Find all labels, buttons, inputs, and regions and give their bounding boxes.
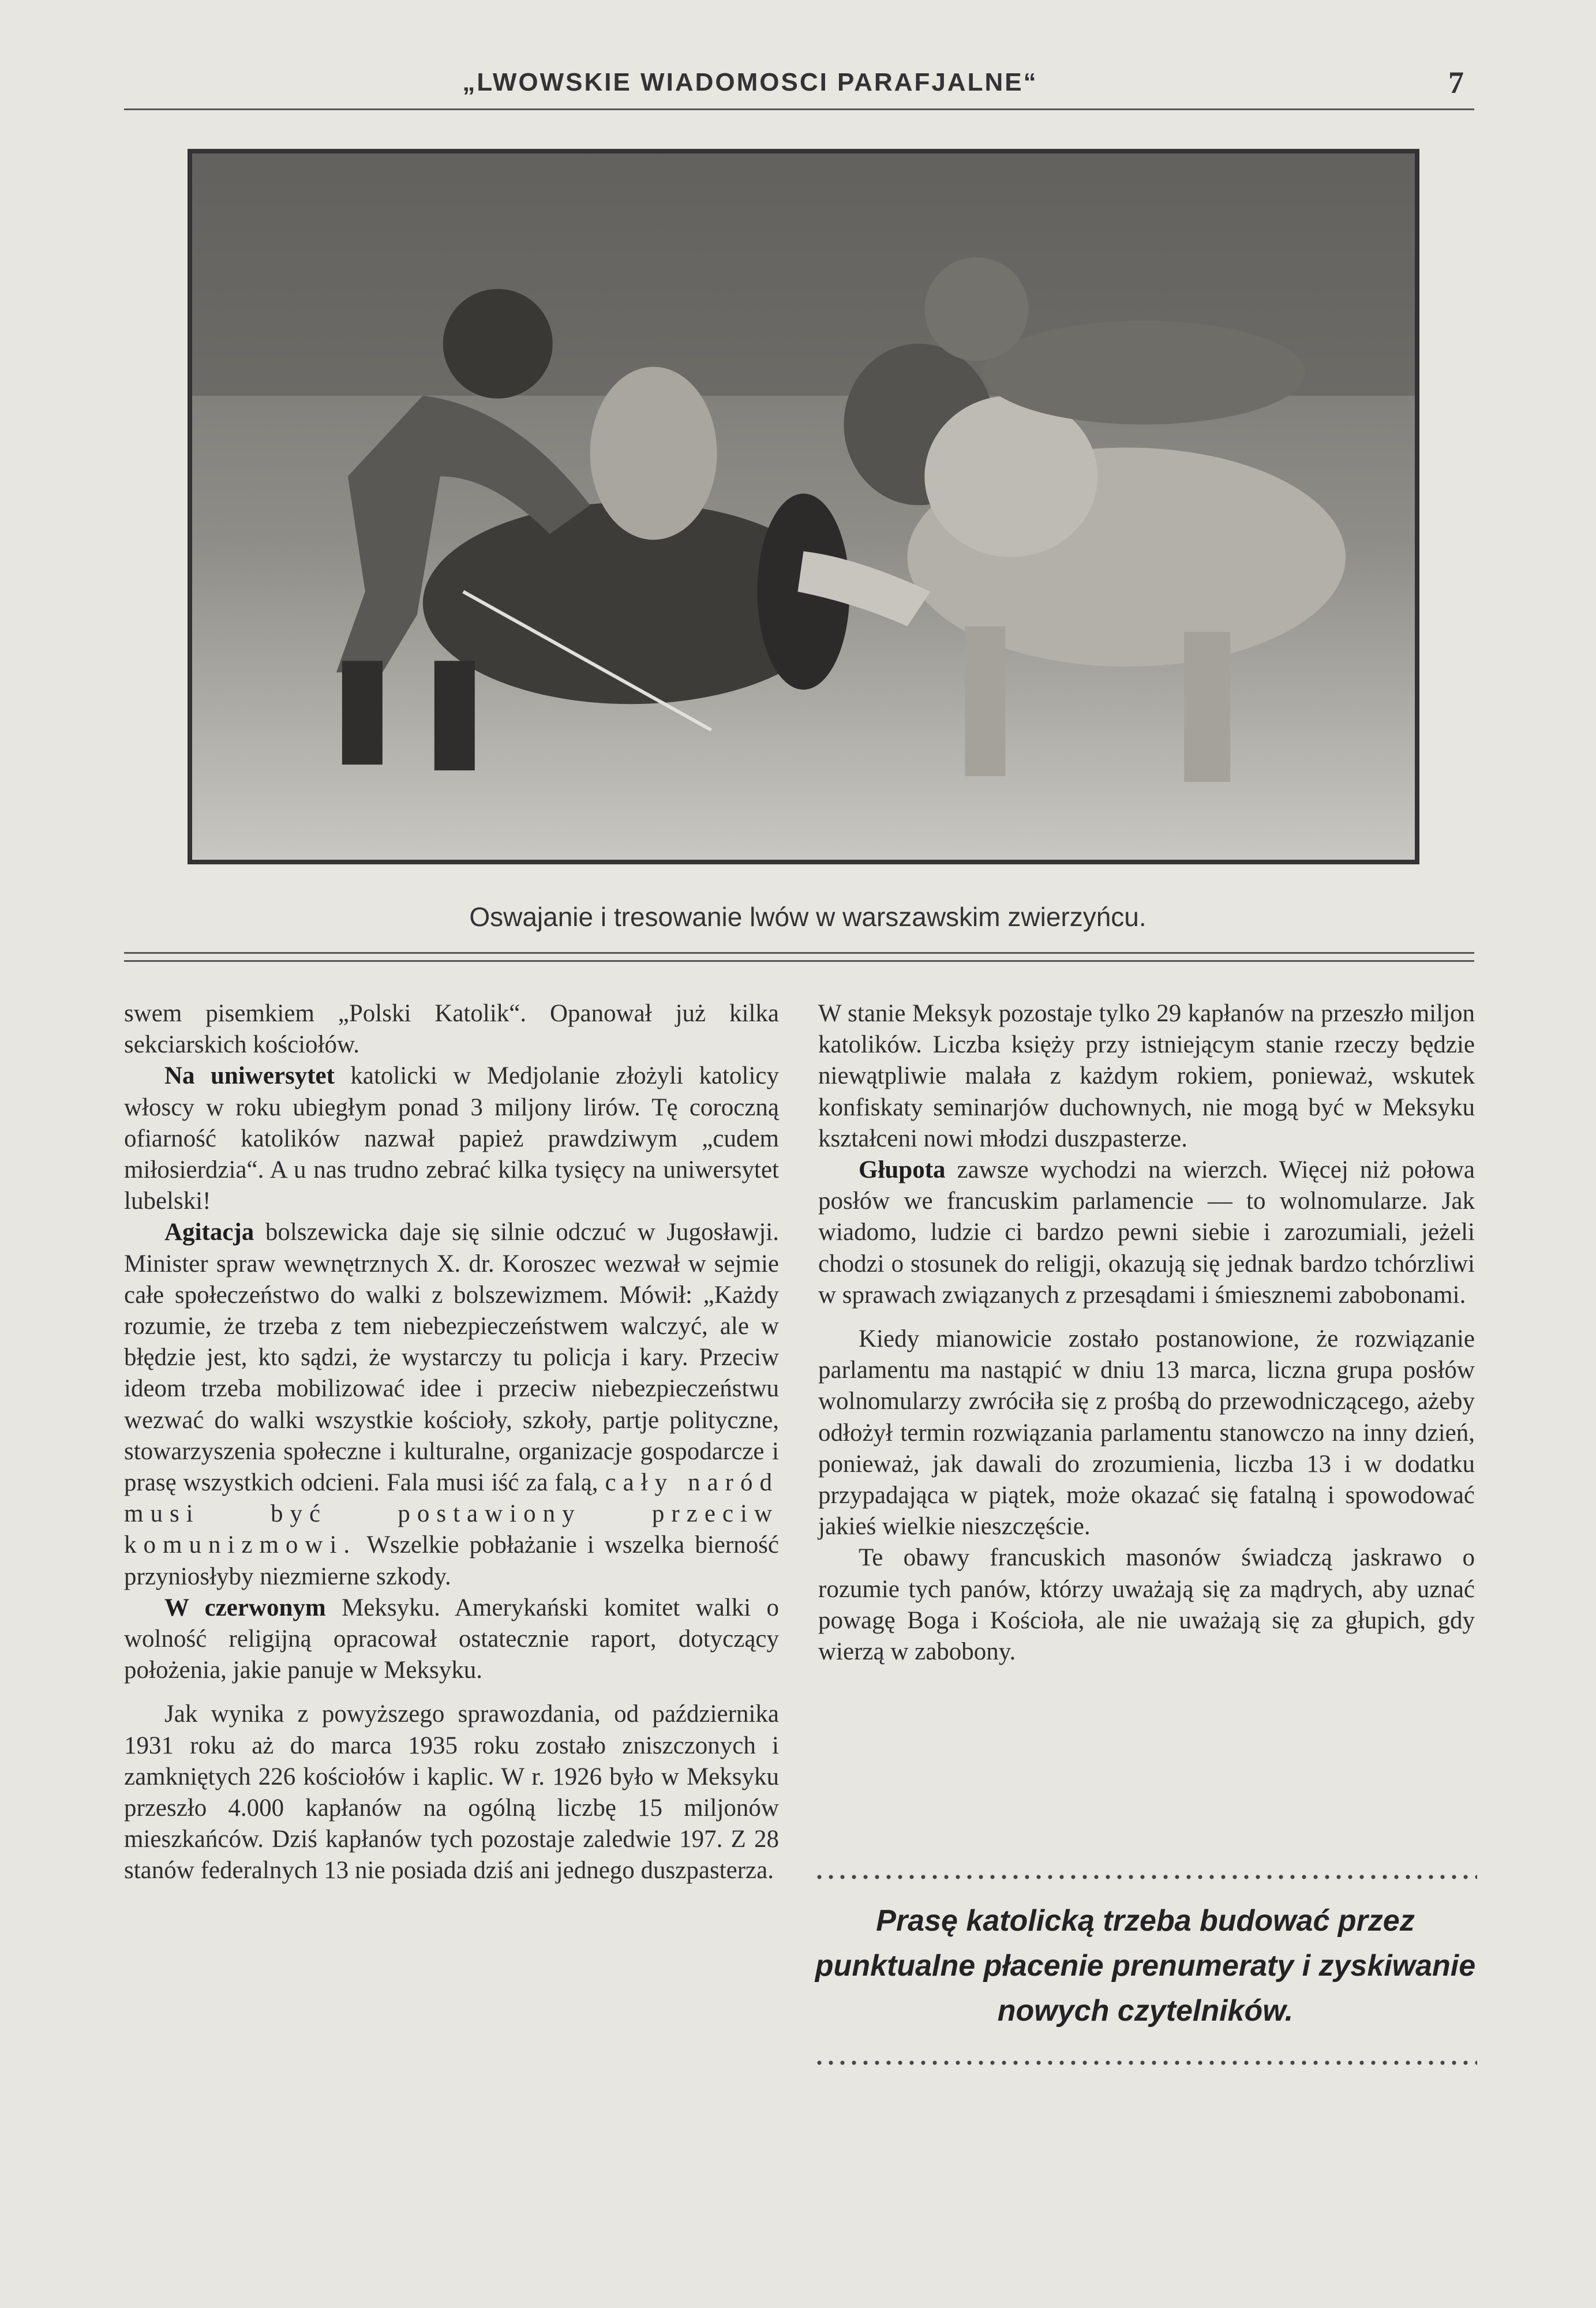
- left-paragraph-4-text: Meksyku. Amerykański komitet walki o wolność religijną opracował ostatecznie raport, dotyczący położenia, jakie panuje w Meksyku.: [124, 1594, 779, 1684]
- page-number: 7: [1448, 65, 1464, 100]
- right-paragraph-1: W stanie Meksyk pozostaje tylko 29 kapłanów na przeszło miljon katolików. Liczba księży przy istniejącym stanie rzeczy będzie niewątpliwie malała z każdym rokiem, ponieważ, wskutek konfiskaty seminarjów duchownych, nie mogą być w Meksyku kształceni nowi młodzi duszpasterze.: [818, 1000, 1475, 1152]
- left-column: [124, 998, 779, 1887]
- caption-rule-top: [124, 952, 1474, 954]
- left-paragraph-3-end: Wszelkie pobłażanie i wszelka bierność przyniosłyby niezmierne szkody.: [124, 1531, 779, 1590]
- left-paragraph-2: [124, 1061, 779, 1217]
- left-paragraph-3-text: bolszewicka daje się silnie odczuć w Jugosławji. Minister spraw wewnętrznych X. dr. Koroszec wezwał w sejmie całe społeczeństwo do walki z bolszewizmem. Mówił: „Każdy rozumie, że trzeba z tem niebezpieczeństwem walczyć, ale w błędzie jest, kto sądzi, że wystarczy tu policja i kary. Przeciw ideom trzeba mobilizować idee i przeciw niebezpieczeństwu wezwać do walki wszystkie kościoły, szkoły, partje polityczne, stowarzyszenia społeczne i kulturalne, organizacje gospodarcze i prasę wszystkich odcieni. Fala musi iść za falą,: [124, 1219, 779, 1497]
- slogan-box: Prasę katolicką trzeba budować przez punktualne płacenie prenumeraty i zyskiwanie nowych czytelników.: [815, 1904, 1476, 2028]
- right-paragraph-4: Te obawy francuskich masonów świadczą jaskrawo o rozumie tych panów, którzy uważają się za mądrych, aby uznać powagę Boga i Kościoła, ale nie uważają się za głupich, gdy wierzą w zabobony.: [818, 1544, 1475, 1666]
- photo-illustration: [192, 153, 1415, 860]
- running-header: „LWOWSKIE WIADOMOSCI PARAFJALNE“: [462, 68, 1038, 96]
- caption-rule-bottom: [124, 960, 1474, 962]
- keyword-agitacja: Agitacja: [164, 1219, 254, 1246]
- right-column: [818, 998, 1475, 1668]
- left-paragraph-1: swem pisemkiem „Polski Katolik“. Opanował już kilka sekciarskich kościołów.: [124, 1000, 779, 1059]
- left-paragraph-5: Jak wynika z powyższego sprawozdania, od października 1931 roku aż do marca 1935 roku zostało zniszczonych i zamkniętych 226 kościołów i kaplic. W r. 1926 było w Meksyku przeszło 4.000 kapłanów na ogólną liczbę 15 miljonów mieszkańców. Dziś kapłanów tych pozostaje zaledwie 197. Z 28 stanów federalnych 13 nie posiada dziś ani jednego duszpasterza.: [124, 1700, 779, 1884]
- left-paragraph-3: [124, 1217, 779, 1592]
- keyword-czerwonym: W czerwonym: [164, 1594, 326, 1621]
- header-rule: [124, 108, 1474, 110]
- photo-caption: Oswajanie i tresowanie lwów w warszawskim zwierzyńcu.: [469, 902, 1147, 932]
- right-paragraph-2: [818, 1155, 1475, 1311]
- lion-training-photo: [188, 149, 1419, 864]
- left-paragraph-2-text: katolicki w Medjolanie złożyli katolicy włoscy w roku ubiegłym ponad 3 miljony lirów. Tę coroczną ofiarność katolików nazwał papież prawdziwym „cudem miłosierdzia“. A u nas trudno zebrać kilka tysięcy na uniwersytet lubelski!: [124, 1062, 779, 1215]
- left-paragraph-4: [124, 1593, 779, 1687]
- right-paragraph-3: Kiedy mianowicie zostało postanowione, że rozwiązanie parlamentu ma nastąpić w dniu 13 marca, liczna grupa posłów wolnomularzy zwróciła się z prośbą do przewodniczącego, ażeby odłożył termin rozwiązania parlamentu stanowczo na inny dzień, ponieważ, jak dawali do zrozumienia, liczba 13 i w dodatku przypadająca w piątek, może okazać się fatalną i spowodować jakieś wielkie nieszczęście.: [818, 1325, 1475, 1541]
- keyword-uniwersytet: Na uniwersytet: [164, 1062, 335, 1090]
- right-paragraph-2-text: zawsze wychodzi na wierzch. Więcej niż połowa posłów we francuskim parlamencie — to wolnomularze. Jak wiadomo, ludzie ci bardzo pewni siebie i zarozumiali, jeżeli chodzi o stosunek do religji, okazują się jednak bardzo tchórzliwi w sprawach związanych z przesądami i śmiesznemi zabobonami.: [818, 1156, 1475, 1309]
- ornamental-rule-bottom: [814, 2060, 1477, 2066]
- spaced-emphasis: cały naród musi być postawiony przeciw komunizmowi.: [124, 1469, 779, 1559]
- keyword-glupota: Głupota: [859, 1156, 946, 1184]
- ornamental-rule-top: [814, 1874, 1477, 1880]
